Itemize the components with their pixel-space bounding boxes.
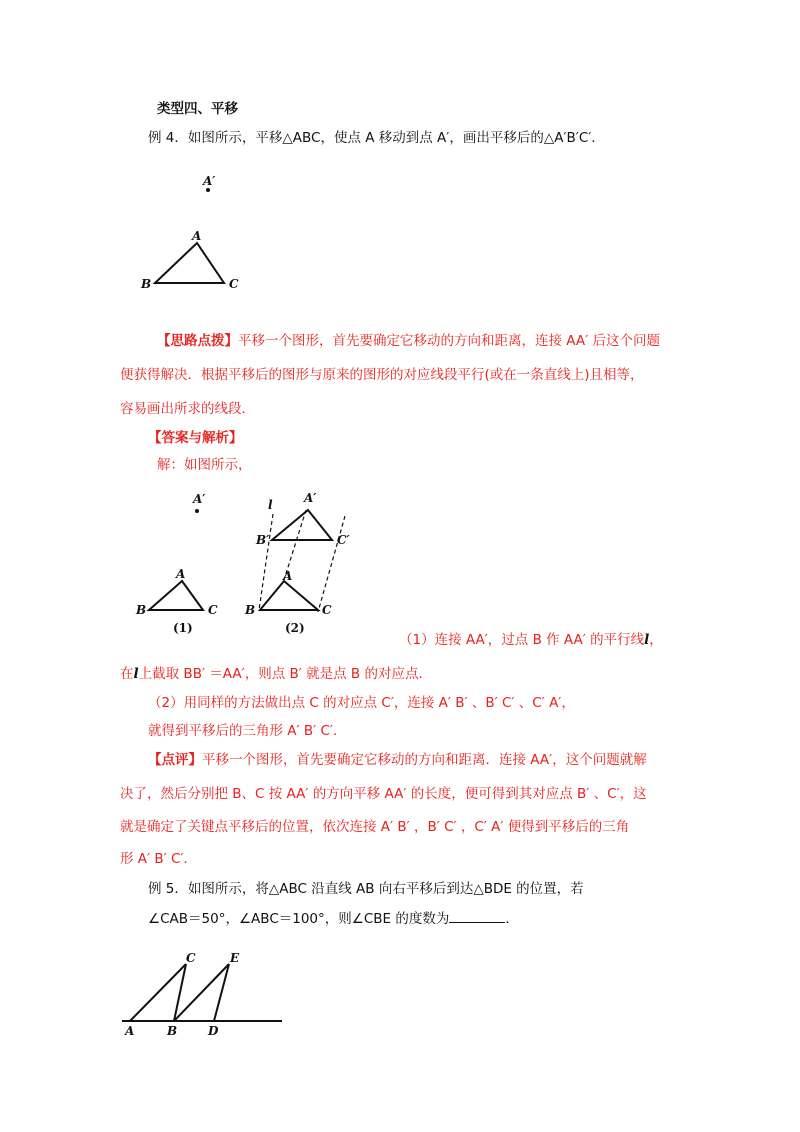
- fig2-caption: (2): [285, 621, 305, 635]
- step-1-text-b: ，: [649, 632, 663, 648]
- ex5-label-a: A: [125, 1024, 135, 1038]
- comment-text-1: 平移一个图形，首先要确定它移动的方向和距离．连接 AA′，这个问题就解: [202, 752, 647, 768]
- comment-line-3: 就是确定了关键点平移后的位置，依次连接 A′ B′ ，B′ C′ ，C′ A′ 便得到平移后的三角: [120, 819, 630, 835]
- step-1-italic-l: l: [644, 632, 650, 648]
- answer-tag: 【答案与解析】: [148, 430, 243, 446]
- ex5-label-c: C: [186, 951, 196, 965]
- label-a-prime: A′: [203, 174, 216, 188]
- step-1-italic-l-2: l: [133, 666, 139, 682]
- section-title: 类型四、平移: [157, 101, 238, 117]
- step-1-text-c1: 在: [120, 666, 134, 682]
- hint-line-3: 容易画出所求的线段．: [120, 401, 255, 417]
- label-a: A: [192, 229, 202, 243]
- fig1-label-b: B: [136, 603, 147, 617]
- fig2-label-a-prime: A′: [304, 491, 317, 505]
- fig1-label-c: C: [208, 603, 218, 617]
- fig1-label-a-prime: A′: [193, 492, 206, 506]
- ex5-label-b: B: [167, 1024, 178, 1038]
- fig2-label-c-prime: C′: [337, 533, 350, 547]
- fig2-label-b-prime: B′: [256, 533, 270, 547]
- fig2-label-c: C: [322, 603, 332, 617]
- fig1-caption: (1): [173, 621, 193, 635]
- step-2-line-1: （2）用同样的方法做出点 C 的对应点 C′，连接 A′ B′ 、B′ C′ 、C′ A′，: [148, 695, 575, 711]
- ex5-label-e: E: [230, 951, 240, 965]
- fig1-label-a: A: [176, 567, 186, 581]
- fig2-label-l: l: [268, 498, 273, 512]
- comment-tag: 【点评】: [148, 752, 202, 768]
- hint-line-2: 便获得解决．根据平移后的图形与原来的图形的对应线段平行(或在一条直线上)且相等，: [120, 367, 644, 383]
- step-1-text-c2: 上截取 BB′ ＝AA′，则点 B′ 就是点 B 的对应点．: [138, 666, 432, 682]
- label-c: C: [229, 277, 239, 291]
- hint-text-1: 平移一个图形，首先要确定它移动的方向和距离，连接 AA′ 后这个问题: [238, 333, 660, 349]
- example-5-question-text: ∠CAB＝50°，∠ABC＝100°，则∠CBE 的度数为: [148, 911, 450, 927]
- comment-line-4: 形 A′ B′ C′．: [120, 851, 197, 867]
- example-5-line-1: 例 5．如图所示，将△ABC 沿直线 AB 向右平移后到达△BDE 的位置，若: [148, 881, 584, 897]
- fig2-label-a: A: [283, 569, 293, 583]
- example-4-question: 例 4．如图所示，平移△ABC，使点 A 移动到点 A′，画出平移后的△A′B′C′．: [148, 130, 605, 146]
- segment-ac: [130, 964, 186, 1021]
- step-2-line-2: 就得到平移后的三角形 A′ B′ C′．: [148, 723, 347, 739]
- example-5-question-end: ．: [505, 911, 519, 927]
- hint-tag: 【思路点拨】: [157, 333, 238, 349]
- step-1-text-a: （1）连接 AA′，过点 B 作 AA′ 的平行线: [399, 632, 645, 648]
- label-b: B: [141, 277, 152, 291]
- segment-bc: [174, 964, 186, 1021]
- answer-intro: 解：如图所示，: [157, 457, 252, 473]
- comment-line-2: 决了，然后分别把 B、C 按 AA′ 的方向平移 AA′ 的长度，便可得到其对应点 B′ 、C′，这: [120, 786, 647, 802]
- fig2-label-b: B: [245, 603, 256, 617]
- ex5-label-d: D: [208, 1024, 219, 1038]
